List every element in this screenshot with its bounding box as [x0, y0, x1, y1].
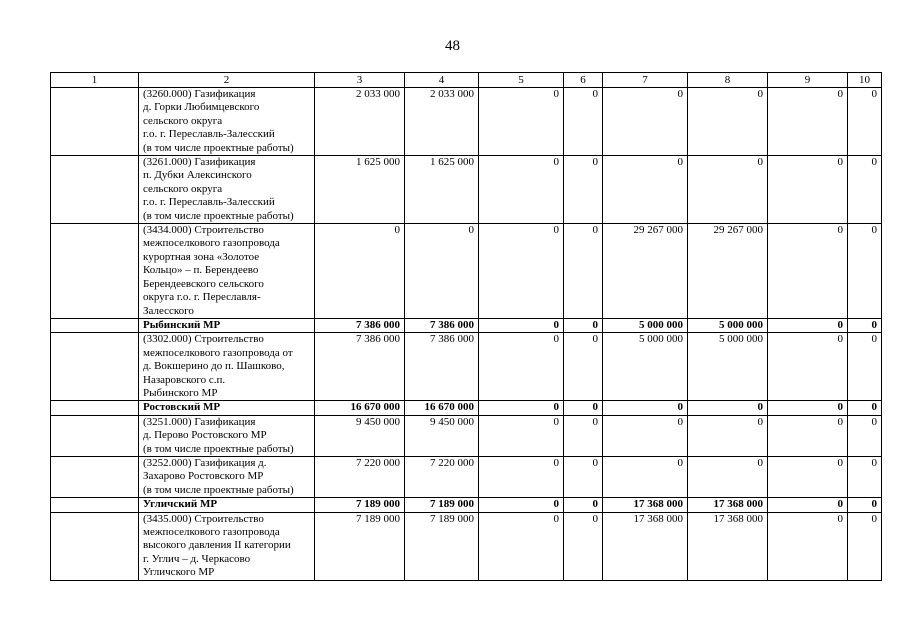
value-cell-col-5: 0 [479, 333, 564, 401]
table-body [51, 73, 882, 581]
value-cell-col-8: 0 [688, 156, 768, 224]
value-cell-col-5: 0 [479, 224, 564, 319]
value-cell-col-6: 0 [564, 401, 603, 415]
value-cell-col-4: 7 220 000 [405, 456, 479, 497]
project-name-cell [139, 512, 315, 580]
district-name-cell [139, 498, 315, 512]
value-cell-col-10: 0 [848, 456, 882, 497]
name-line: д. Перово Ростовского МР [143, 429, 267, 442]
name-line: (3252.000) Газификация д. [143, 456, 267, 469]
value-cell-col-3: 7 189 000 [315, 512, 405, 580]
column-header: 10 [848, 73, 882, 88]
table-row [51, 224, 882, 319]
value-cell-col-10: 0 [848, 333, 882, 401]
value-cell-col-8: 0 [688, 401, 768, 415]
value-cell-col-3: 1 625 000 [315, 156, 405, 224]
district-name-cell [139, 318, 315, 332]
value-cell-col-6: 0 [564, 88, 603, 156]
value-cell-col-7: 17 368 000 [603, 512, 688, 580]
table-header-row [51, 73, 882, 88]
value-cell-col-4: 7 189 000 [405, 512, 479, 580]
table-row [51, 88, 882, 156]
row-number-cell [51, 456, 139, 497]
value-cell-col-10: 0 [848, 224, 882, 319]
project-name-cell [139, 456, 315, 497]
value-cell-col-7: 5 000 000 [603, 318, 688, 332]
value-cell-col-8: 29 267 000 [688, 224, 768, 319]
name-line: (в том числе проектные работы) [143, 483, 294, 496]
value-cell-col-10: 0 [848, 498, 882, 512]
value-cell-col-4: 7 189 000 [405, 498, 479, 512]
value-cell-col-3: 7 386 000 [315, 333, 405, 401]
name-line: (в том числе проектные работы) [143, 209, 294, 222]
value-cell-col-10: 0 [848, 88, 882, 156]
value-cell-col-6: 0 [564, 415, 603, 456]
table-row [51, 456, 882, 497]
value-cell-col-3: 0 [315, 224, 405, 319]
name-line: д. Вокшерино до п. Шашково, [143, 360, 285, 373]
column-header: 8 [688, 73, 768, 88]
value-cell-col-9: 0 [768, 318, 848, 332]
group-total-row [51, 498, 882, 512]
project-name-cell [139, 156, 315, 224]
project-name-cell [139, 415, 315, 456]
value-cell-col-8: 0 [688, 456, 768, 497]
value-cell-col-9: 0 [768, 498, 848, 512]
value-cell-col-3: 7 189 000 [315, 498, 405, 512]
name-line: межпоселкового газопровода от [143, 346, 293, 359]
name-line: курортная зона «Золотое [143, 250, 260, 263]
group-total-row [51, 318, 882, 332]
name-line: (3435.000) Строительство [143, 512, 264, 525]
value-cell-col-7: 0 [603, 88, 688, 156]
value-cell-col-8: 17 368 000 [688, 512, 768, 580]
value-cell-col-4: 16 670 000 [405, 401, 479, 415]
row-number-cell [51, 415, 139, 456]
value-cell-col-5: 0 [479, 318, 564, 332]
name-line: Рыбинский МР [143, 318, 221, 331]
value-cell-col-9: 0 [768, 456, 848, 497]
budget-table [50, 72, 882, 581]
column-header: 9 [768, 73, 848, 88]
value-cell-col-10: 0 [848, 512, 882, 580]
value-cell-col-3: 16 670 000 [315, 401, 405, 415]
value-cell-col-5: 0 [479, 401, 564, 415]
value-cell-col-6: 0 [564, 224, 603, 319]
name-line: (3251.000) Газификация [143, 415, 256, 428]
value-cell-col-5: 0 [479, 156, 564, 224]
value-cell-col-7: 0 [603, 401, 688, 415]
row-number-cell [51, 333, 139, 401]
name-line: д. Горки Любимцевского [143, 101, 260, 114]
value-cell-col-5: 0 [479, 456, 564, 497]
name-line: (в том числе проектные работы) [143, 442, 294, 455]
project-name-cell [139, 88, 315, 156]
value-cell-col-6: 0 [564, 333, 603, 401]
value-cell-col-7: 29 267 000 [603, 224, 688, 319]
value-cell-col-7: 5 000 000 [603, 333, 688, 401]
table-row [51, 156, 882, 224]
page-number: 48 [445, 38, 460, 54]
value-cell-col-5: 0 [479, 498, 564, 512]
value-cell-col-7: 0 [603, 415, 688, 456]
column-header: 7 [603, 73, 688, 88]
name-line: высокого давления II категории [143, 539, 291, 552]
name-line: межпоселкового газопровода [143, 237, 280, 250]
value-cell-col-4: 2 033 000 [405, 88, 479, 156]
value-cell-col-5: 0 [479, 415, 564, 456]
row-number-cell [51, 224, 139, 319]
row-number-cell [51, 498, 139, 512]
row-number-cell [51, 156, 139, 224]
value-cell-col-9: 0 [768, 512, 848, 580]
row-number-cell [51, 512, 139, 580]
value-cell-col-4: 0 [405, 224, 479, 319]
name-line: округа г.о. г. Переславля- [143, 291, 261, 304]
column-header: 6 [564, 73, 603, 88]
name-line: Кольцо» – п. Берендеево [143, 264, 259, 277]
value-cell-col-5: 0 [479, 88, 564, 156]
value-cell-col-9: 0 [768, 156, 848, 224]
name-line: Ростовский МР [143, 401, 221, 414]
name-line: (в том числе проектные работы) [143, 141, 294, 154]
name-line: Берендеевского сельского [143, 277, 264, 290]
value-cell-col-4: 7 386 000 [405, 318, 479, 332]
value-cell-col-3: 7 220 000 [315, 456, 405, 497]
value-cell-col-8: 5 000 000 [688, 333, 768, 401]
name-line: (3434.000) Строительство [143, 224, 264, 237]
name-line: (3261.000) Газификация [143, 156, 256, 169]
district-name-cell [139, 401, 315, 415]
value-cell-col-9: 0 [768, 333, 848, 401]
value-cell-col-9: 0 [768, 401, 848, 415]
value-cell-col-8: 0 [688, 415, 768, 456]
column-header: 3 [315, 73, 405, 88]
name-line: сельского округа [143, 114, 223, 127]
value-cell-col-10: 0 [848, 318, 882, 332]
table-row [51, 333, 882, 401]
table-row [51, 415, 882, 456]
row-number-cell [51, 401, 139, 415]
value-cell-col-6: 0 [564, 456, 603, 497]
name-line: Угличского МР [143, 566, 215, 579]
value-cell-col-10: 0 [848, 401, 882, 415]
name-line: Захарово Ростовского МР [143, 470, 264, 483]
column-header: 5 [479, 73, 564, 88]
value-cell-col-8: 17 368 000 [688, 498, 768, 512]
name-line: п. Дубки Алексинского [143, 169, 252, 182]
value-cell-col-6: 0 [564, 318, 603, 332]
name-line: межпоселкового газопровода [143, 526, 280, 538]
group-total-row [51, 401, 882, 415]
value-cell-col-3: 7 386 000 [315, 318, 405, 332]
name-line: Рыбинского МР [143, 386, 218, 399]
name-line: (3260.000) Газификация [143, 88, 256, 100]
value-cell-col-6: 0 [564, 498, 603, 512]
name-line: Угличский МР [143, 498, 218, 511]
project-name-cell [139, 224, 315, 319]
project-name-cell [139, 333, 315, 401]
value-cell-col-4: 7 386 000 [405, 333, 479, 401]
name-line: г. Углич – д. Черкасово [143, 552, 251, 565]
value-cell-col-6: 0 [564, 156, 603, 224]
row-number-cell [51, 88, 139, 156]
name-line: (3302.000) Строительство [143, 333, 264, 346]
value-cell-col-9: 0 [768, 224, 848, 319]
value-cell-col-7: 0 [603, 156, 688, 224]
name-line: Назаровского с.п. [143, 373, 226, 386]
value-cell-col-6: 0 [564, 512, 603, 580]
row-number-cell [51, 318, 139, 332]
value-cell-col-8: 0 [688, 88, 768, 156]
value-cell-col-10: 0 [848, 415, 882, 456]
name-line: г.о. г. Переславль-Залесский [143, 196, 275, 209]
column-header: 4 [405, 73, 479, 88]
value-cell-col-10: 0 [848, 156, 882, 224]
name-line: Залесского [143, 304, 194, 317]
column-header: 1 [51, 73, 139, 88]
value-cell-col-8: 5 000 000 [688, 318, 768, 332]
name-line: г.о. г. Переславль-Залесский [143, 128, 275, 141]
column-header: 2 [139, 73, 315, 88]
value-cell-col-4: 1 625 000 [405, 156, 479, 224]
name-line: сельского округа [143, 182, 223, 195]
value-cell-col-7: 0 [603, 456, 688, 497]
value-cell-col-7: 17 368 000 [603, 498, 688, 512]
table-row [51, 512, 882, 580]
value-cell-col-4: 9 450 000 [405, 415, 479, 456]
value-cell-col-9: 0 [768, 88, 848, 156]
value-cell-col-5: 0 [479, 512, 564, 580]
value-cell-col-3: 2 033 000 [315, 88, 405, 156]
value-cell-col-3: 9 450 000 [315, 415, 405, 456]
value-cell-col-9: 0 [768, 415, 848, 456]
